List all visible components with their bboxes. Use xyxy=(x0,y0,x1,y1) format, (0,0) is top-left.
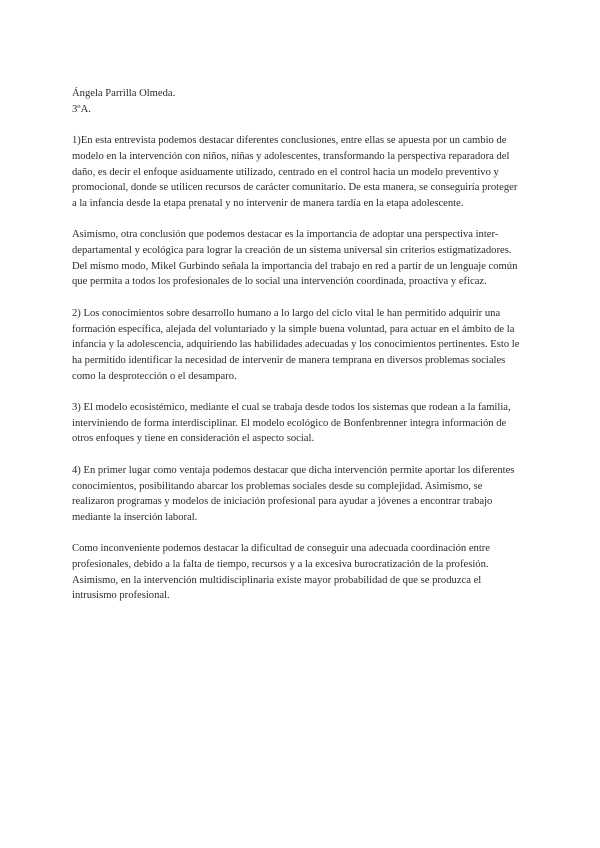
paragraph-answer-3: 3) El modelo ecosistémico, mediante el cual se trabaja desde todos los sistemas que rodean a la familia, interviniendo de forma interdisciplinar. El modelo ecológico de Bonfenbrenner integra información de otros enfoques y tiene en consideración el aspecto social. xyxy=(72,402,511,445)
author-name: Ángela Parrilla Olmeda. xyxy=(72,88,176,99)
document-body xyxy=(72,86,524,620)
paragraph-answer-1: 1)En esta entrevista podemos destacar diferentes conclusiones, entre ellas se apuesta por un cambio de modelo en la intervención con niños, niñas y adolescentes, transformando la perspectiva reparadora del daño, es decir el enfoque asiduamente utilizado, centrado en el control hacia un modelo preventivo y promocional, donde se utilicen recursos de carácter comunitario. De esta manera, se conseguiría proteger a la infancia desde la etapa prenatal y no intervenir de manera tardía en la etapa adolescente. xyxy=(72,135,518,209)
document-header xyxy=(72,86,524,117)
paragraph-answer-4: 4) En primer lugar como ventaja podemos destacar que dicha intervención permite aportar los diferentes conocimientos, posibilitando abarcar los problemas sociales desde su complejidad. Asimismo, se realizaron programas y modelos de iniciación profesional para ayudar a jóvenes a encontrar trabajo mediante la inserción laboral. xyxy=(72,464,515,523)
paragraph-answer-1-continued: Asimismo, otra conclusión que podemos destacar es la importancia de adoptar una perspectiva inter-departamental y ecológica para lograr la creación de un sistema universal sin criterios estigmatizadores. Del mismo modo, Mikel Gurbindo señala la importancia del trabajo en red a partir de un lenguaje común que permita a todos los profesionales de lo social una intervención coordinada, proactiva y eficaz. xyxy=(72,229,518,288)
paragraph-answer-4-continued: Como inconveniente podemos destacar la dificultad de conseguir una adecuada coordinación entre profesionales, debido a la falta de tiempo, recursos y a la excesiva burocratización de la profesión. Asimismo, en la intervención multidisciplinaria existe mayor probabilidad de que se produzca el intrusismo profesional. xyxy=(72,543,490,602)
paragraph-answer-2: 2) Los conocimientos sobre desarrollo humano a lo largo del ciclo vital le han permitido adquirir una formación específica, alejada del voluntariado y la simple buena voluntad, para actuar en el ámbito de la infancia y la adolescencia, adquiriendo las habilidades adecuadas y los conocimientos pertinentes. Esto le ha permitido identificar la necesidad de intervenir de manera temprana en diversos problemas sociales como la desprotección o el desamparo. xyxy=(72,307,520,382)
class-group: 3ºA. xyxy=(72,103,91,115)
